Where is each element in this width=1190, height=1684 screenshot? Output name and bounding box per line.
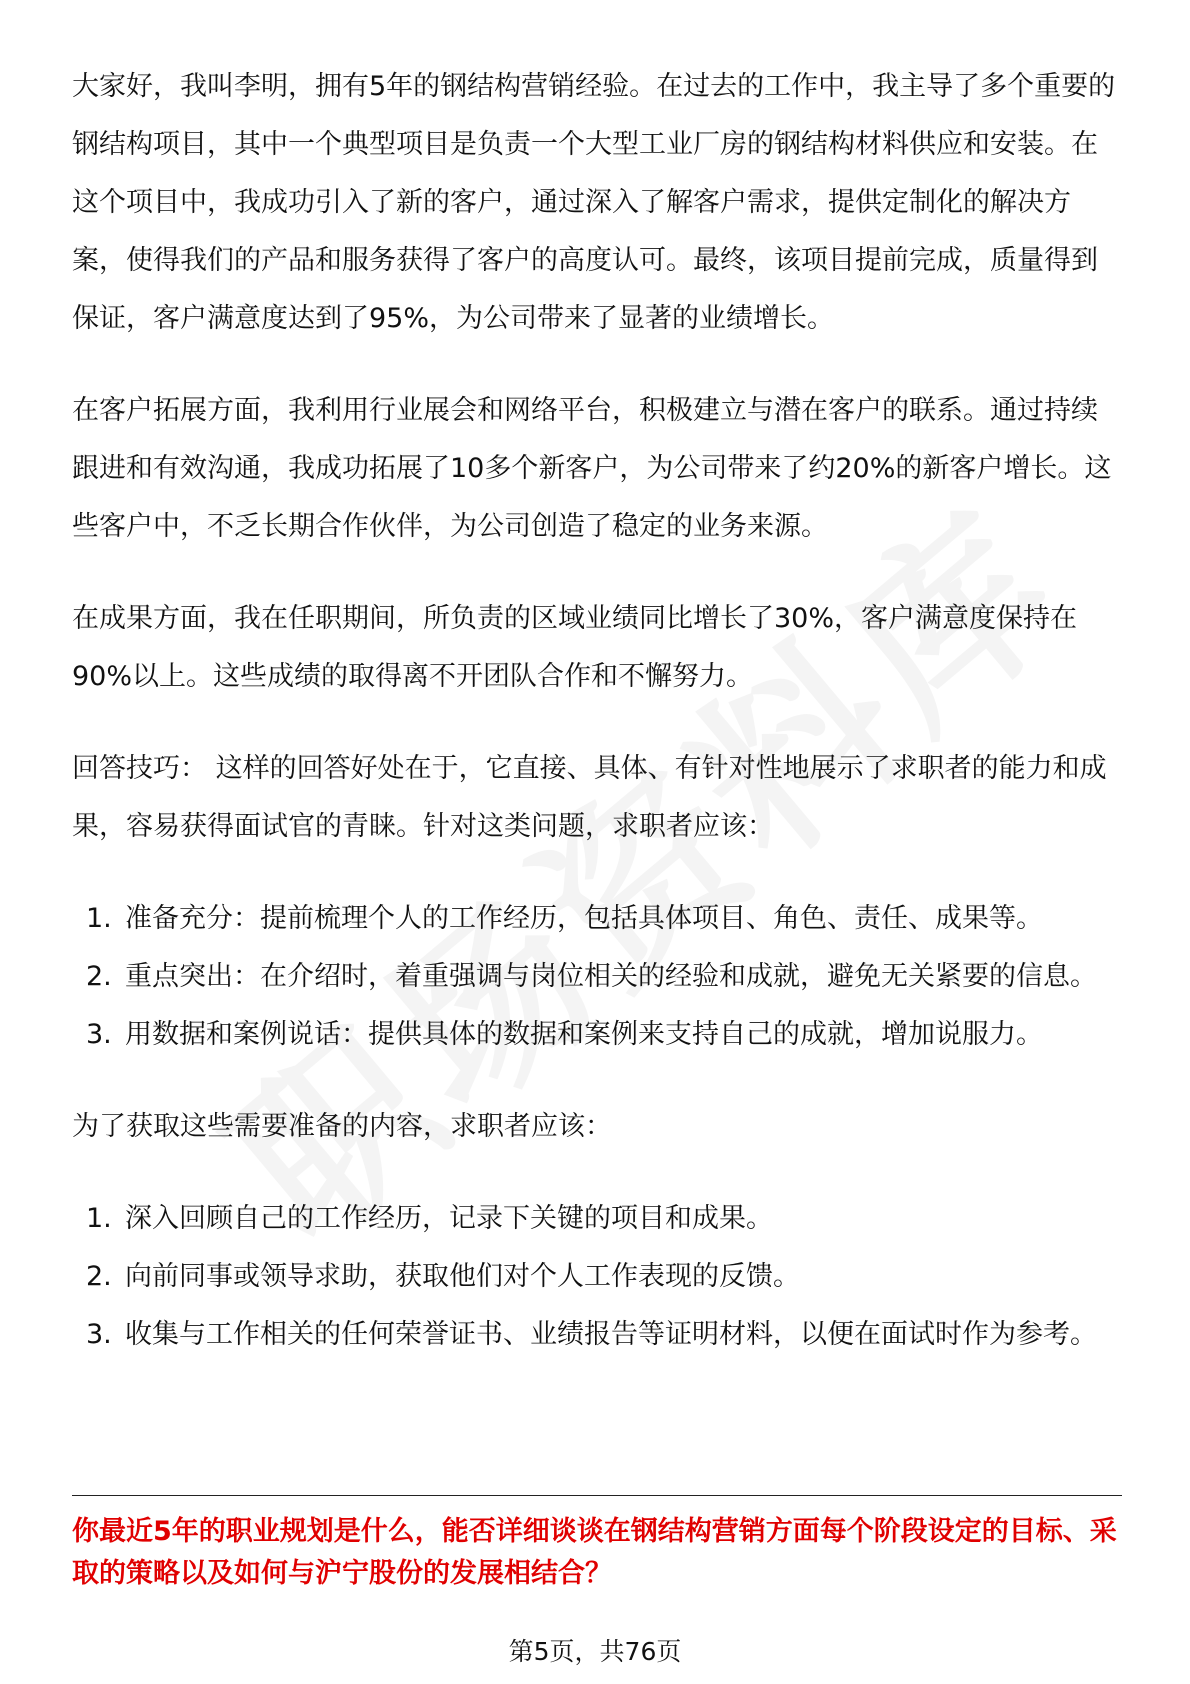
list-item <box>72 1006 1122 1064</box>
list-item-number: 1. <box>86 1203 112 1234</box>
list-item-number: 2. <box>86 1261 112 1292</box>
tips-list <box>72 890 1122 1064</box>
list-item-text: 用数据和案例说话：提供具体的数据和案例来支持自己的成就，增加说服力。 <box>125 1019 1043 1050</box>
list-item-text: 收集与工作相关的任何荣誉证书、业绩报告等证明材料，以便在面试时作为参考。 <box>125 1319 1097 1350</box>
list-item <box>72 1248 1122 1306</box>
list-item <box>72 1306 1122 1364</box>
answer-paragraph-experience: 大家好，我叫李明，拥有5年的钢结构营销经验。在过去的工作中，我主导了多个重要的钢结构项目，其中一个典型项目是负责一个大型工业厂房的钢结构材料供应和安装。在这个项目中，我成功引入了新的客户，通过深入了解客户需求，提供定制化的解决方案，使得我们的产品和服务获得了客户的高度认可。最终，该项目提前完成，质量得到保证，客户满意度达到了95%，为公司带来了显著的业绩增长。 <box>72 71 1116 334</box>
list-item-text: 深入回顾自己的工作经历，记录下关键的项目和成果。 <box>125 1203 773 1234</box>
list-item <box>72 948 1122 1006</box>
list-item-text: 向前同事或领导求助，获取他们对个人工作表现的反馈。 <box>125 1261 800 1292</box>
list-item <box>72 1190 1122 1248</box>
answer-paragraph-results: 在成果方面，我在任职期间，所负责的区域业绩同比增长了30%，客户满意度保持在90%以上。这些成绩的取得离不开团队合作和不懈努力。 <box>72 603 1078 692</box>
list-item-number: 3. <box>86 1019 112 1050</box>
section-divider <box>72 1495 1122 1496</box>
list-item-number: 2. <box>86 961 112 992</box>
preparation-list <box>72 1190 1122 1364</box>
list-item <box>72 890 1122 948</box>
document-body <box>72 58 1122 1398</box>
answer-paragraph-client-expansion: 在客户拓展方面，我利用行业展会和网络平台，积极建立与潜在客户的联系。通过持续跟进和有效沟通，我成功拓展了10多个新客户，为公司带来了约20%的新客户增长。这些客户中，不乏长期合作伙伴，为公司创造了稳定的业务来源。 <box>72 395 1112 542</box>
list-item-number: 1. <box>86 903 112 934</box>
next-question-heading: 你最近5年的职业规划是什么，能否详细谈谈在钢结构营销方面每个阶段设定的目标、采取的策略以及如何与沪宁股份的发展相结合？ <box>72 1516 1117 1589</box>
preparation-intro-paragraph: 为了获取这些需要准备的内容，求职者应该： <box>72 1111 612 1142</box>
list-item-text: 准备充分：提前梳理个人的工作经历，包括具体项目、角色、责任、成果等。 <box>125 903 1043 934</box>
answer-tips-paragraph: 回答技巧： 这样的回答好处在于，它直接、具体、有针对性地展示了求职者的能力和成果，容易获得面试官的青睐。针对这类问题，求职者应该： <box>72 753 1107 842</box>
list-item-number: 3. <box>86 1319 112 1350</box>
list-item-text: 重点突出：在介绍时，着重强调与岗位相关的经验和成就，避免无关紧要的信息。 <box>125 961 1097 992</box>
page-number: 第5页，共76页 <box>508 1637 682 1666</box>
